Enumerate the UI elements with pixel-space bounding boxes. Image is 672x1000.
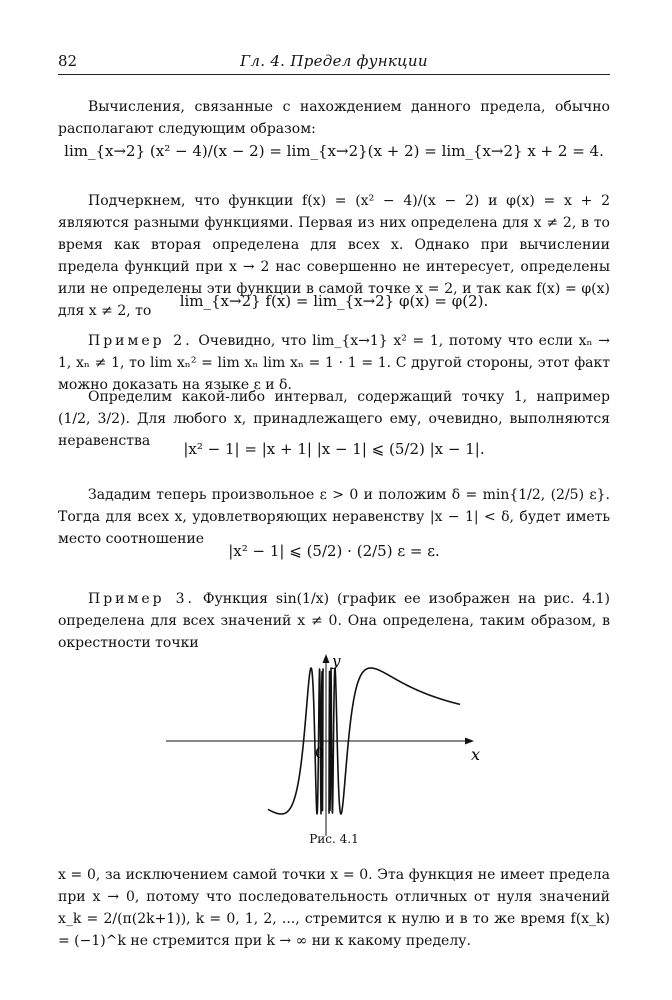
paragraph-example-3: Пример 3. Функция sin(1/x) (график ее изображен на рис. 4.1) определена для всех значений x ≠ 0. Она определена, таким образом, в окрестности точки (58, 591, 610, 651)
page-number: 82 (58, 52, 78, 70)
paragraph-5: Зададим теперь произвольное ε > 0 и положим δ = min{1/2, (2/5) ε}. Тогда для всех x, удовлетворяющих неравенству |x − 1| < δ, будет иметь место соотношение (58, 487, 610, 547)
header-rule (58, 74, 610, 75)
x-axis-label: x (471, 745, 481, 764)
formula-3 (58, 440, 610, 458)
example-3-label: Пример 3. (88, 591, 195, 607)
formula-1 (58, 142, 610, 160)
y-axis-label: y (332, 652, 341, 670)
paragraph-7: x = 0, за исключением самой точки x = 0. Эта функция не имеет предела при x → 0, потому что последовательность отличных от нуля значений x_k = 2/(π(2k+1)), k = 0, 1, 2, ..., стремится к нулю и в то же время f(x_k) = (−1)^k не стремится при k → ∞ ни к какому пределу. (58, 867, 610, 949)
example-2-label: Пример 2. (88, 333, 193, 349)
paragraph-example-2: Пример 2. Очевидно, что lim_{x→1} x² = 1, потому что если xₙ → 1, xₙ ≠ 1, то lim xₙ² = lim xₙ lim xₙ = 1 · 1 = 1. С другой стороны, этот факт можно доказать на языке ε и δ. (58, 333, 610, 393)
running-title: Гл. 4. Предел функции (240, 52, 428, 70)
paragraph-4: Определим какой-либо интервал, содержащий точку 1, например (1/2, 3/2). Для любого x, принадлежащего ему, очевидно, выполняются неравенства (58, 389, 610, 449)
formula-text-1: lim_{x→2} (x² − 4)/(x − 2) = lim_{x→2}(x + 2) = lim_{x→2} x + 2 = 4. (64, 142, 604, 160)
figure-caption: Рис. 4.1 (309, 832, 359, 846)
sin-inverse-x-graph (160, 648, 500, 838)
page-header (58, 52, 610, 74)
paragraph-2: Подчеркнем, что функции f(x) = (x² − 4)/(x − 2) и φ(x) = x + 2 являются разными функциями. Первая из них определена для x ≠ 2, в то время как вторая определена для всех x. Однако при вычислении предела функций при x → 2 нас совершенно не интересует, определены или не определены эти функции в самой точке x = 2, и так как f(x) = φ(x) для x ≠ 2, то (58, 193, 610, 319)
formula-4 (58, 542, 610, 560)
origin-label: 0 (315, 746, 324, 762)
x-axis-arrow-icon (465, 738, 474, 745)
y-axis-arrow-icon (323, 654, 330, 663)
paragraph-1: Вычисления, связанные с нахождением данного предела, обычно располагают следующим образом: (58, 99, 610, 137)
formula-text-4: |x² − 1| ⩽ (5/2) · (2/5) ε = ε. (228, 542, 440, 560)
formula-text-2: lim_{x→2} f(x) = lim_{x→2} φ(x) = φ(2). (179, 292, 489, 310)
formula-text-3: |x² − 1| = |x + 1| |x − 1| ⩽ (5/2) |x − 1|. (183, 440, 485, 458)
formula-2 (58, 292, 610, 310)
